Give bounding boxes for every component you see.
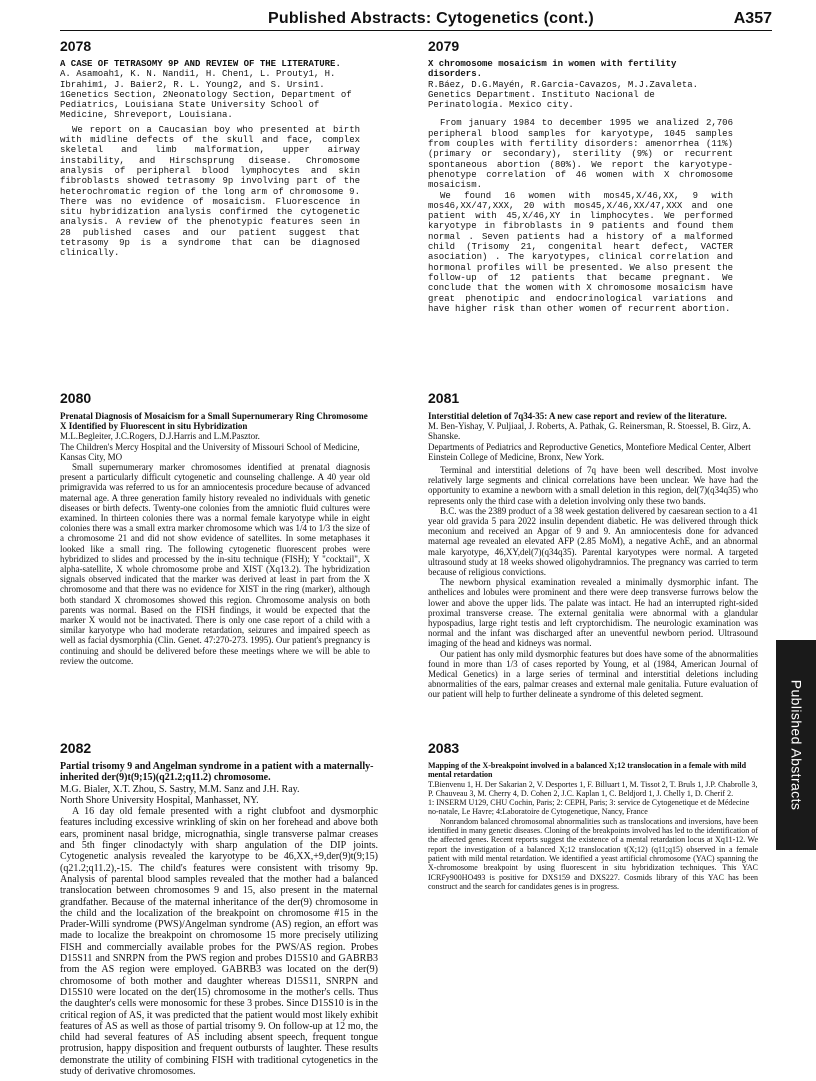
abstract-paragraph: Terminal and interstitial deletions of 7q have been well described. Most involve relatively large segments and clinical correlations have been unclear. We have had the opportunity to examine a newborn with a small deletion in this region, del(7)(q34q35) who represents only the third case with a deletion involving only these two bands. [428,465,758,506]
header-rule [60,30,772,31]
abstract-2078 [60,38,360,259]
running-header [60,10,772,30]
abstract-number: 2078 [60,38,92,54]
abstract-title: Partial trisomy 9 and Angelman syndrome in a patient with a maternally-inherited der(9)t(9;15)(q21.2;q11.2) chromosome. [60,761,374,784]
abstract-paragraph: Our patient has only mild dysmorphic features but does have some of the abnormalities found in more than 1/3 of cases reported by Young, et al (1984, American Journal of Medical Genetics) in a large series of terminal and interstitial deletions including abnormalities of the ears, palmar creases and external male genitalia. Future evaluation of our patient will help to further delineate a syndrome of this deleted segment. [428,648,758,700]
abstract-2082 [60,740,378,1077]
abstract-2081 [428,390,758,700]
abstract-paragraph: We found 16 women with mos45,X/46,XX, 9 with mos46,XX/47,XXX, 20 with mos45,X/46,XX/47,XXX and one patient with 45,X/46,XY in limphocytes. We performed karyotype in fibroblasts in 9 patients and found them normal . Seven patients had a history of a malformed child (Trisomy 21, congenital heart defect, VACTER asociation) . The karyotypes, clinical correlation and hormonal profiles will be presented. We also present the follow-up of 12 patients that became pregnant. We conclude that the women with X chromosome mosaicism have great phenotipic and endocrinological variations and have higher risk than other women of recurrent abortion. [428,190,733,314]
page-number: A357 [733,10,772,27]
abstract-paragraph: We report on a Caucasian boy who presented at birth with midline defects of the skull and face, complex skeletal and limb malformation, upper airway instability, and Hirschsprung disease. Chromosome analysis of peripheral blood lymphocytes and skin fibroblasts showed tetrasomy 9p involving part of the heterochromatic region of the long arm of chromosome 9. There was no evidence of mosaicism. Fluorescence in situ hybridization analysis confirmed the cytogenetic analysis. A review of the phenotypic features seen in 28 published cases and our patient suggest that tetrasomy 9p is a syndrome that can be diagnosed clinically. [60,124,360,259]
abstract-affiliation: 1Genetics Section, 2Neonatology Section, Department of Pediatrics, Louisiana State University School of Medicine, Shreveport, Louisiana. [60,89,352,121]
side-tab [776,640,816,850]
abstract-affiliation: North Shore University Hospital, Manhasset, NY. [60,794,259,806]
abstract-authors: M.G. Bialer, X.T. Zhou, S. Sastry, M.M. Sanz and J.H. Ray. [60,783,300,795]
abstract-paragraph: The newborn physical examination revealed a minimally dysmorphic infant. The anthelices and lobules were prominent and there were deep transverse furrows below the lower and above the upper lids. The palate was intact. He had an interrupted right-sided proximal transverse crease. The external genitalia were abnormal with a glandular hypospadius, large right testis and left cryptorchidism. The neurologic examination was normal and the infant was discharged after an uneventful newborn period. Ultrasound imaging of the head and kidneys was normal. [428,577,758,649]
running-title: Published Abstracts: Cytogenetics (cont.) [268,10,594,27]
abstract-title: X chromosome mosaicism in women with fertility disorders. [428,59,677,80]
abstract-2083 [428,740,758,891]
side-tab-label: Published Abstracts [788,679,804,811]
abstract-authors: M. Ben-Yishay, V. Puljiaal, J. Roberts, A. Pathak, G. Reinersman, R. Stoessel, B. Girz, A. Shanske. [428,421,751,442]
abstract-2079 [428,38,733,314]
abstract-number: 2081 [428,390,460,406]
abstract-paragraph: Small supernumerary marker chromosomes identified at prenatal diagnosis present a particularly difficult cytogenetic and counseling challenge. A 40 year old primigravida was referred to us for an amniocentesis procedure because of advanced maternal age. A three generation family history revealed no individuals with genetic diseases or birth defects. Twenty-one colonies from the amniotic fluid cultures were examined. In thirteen colonies there was a normal female karyotype while in eight colonies there was a small extra marker chromosome which was 1/4 to 1/3 the size of a chromosome 21 and did not show evidence of satellites. In some metaphases it looked like a small ring. The following cytogenetic fluorescent probes were hybridized to slides and processed by the in-situ technique (FISH); Y "cocktail", X alpha-satellite, X whole chromosome probe and XIST (Xq13.2). The hybridization signals observed indicated that the marker was derived at least in part from the X chromosome and that there was no evidence for XIST in the ring (marker), although both standard X chromosomes showed this region. Chromosome analysis on both parents was normal. Based on the FISH findings, it would be expected that the marker X would not be inactivated. There is only one case report of a child with a similar karyotype who had moderate retardation, seizures and impaired speech as well as facial dysmorphia (Clin. Genet. 47:270-273. 1995). Our patient's pregnancy is continuing and should be delivered before these meetings where we will be able to review the outcome. [60,462,370,666]
abstract-affiliation: Genetics Department. Instituto Nacional de Perinatología. Mexico city. [428,89,655,111]
abstract-title: Prenatal Diagnosis of Mosaicism for a Small Supernumerary Ring Chromosome X Identified by Fluorescent in situ Hybridization [60,411,368,432]
abstract-affiliation: Departments of Pediatrics and Reproductive Genetics, Montefiore Medical Center, Albert Einstein College of Medicine, Bronx, New York. [428,441,751,462]
abstract-authors: R.Báez, D.G.Mayén, R.Garcia-Cavazos, M.J.Zavaleta. [428,79,699,90]
abstract-paragraph: Nonrandom balanced chromosomal abnormalities such as translocations and inversions, have been identified in many genetic diseases. Cloning of the breakpoints involved has led to the identification of the affected genes. Recent reports suggest the existence of a mental retardation locus at Xq11-12. We report the investigation of a balanced X;12 translocation t(X;12) (q11;q15) observed in a female patient with mild mental retardation. We identified a yeast artificial chromosome (YAC) spanning the X-chromosome breakpoint by using fluorescent in situ hybridization techniques. This YAC ICRFy900HO493 is positive for DXS159 and DXS227. Cosmids library of this YAC has been construct and the search for candidates genes is in progress. [428,816,758,891]
abstract-paragraph: From january 1984 to december 1995 we analized 2,706 peripheral blood samples for karyotype, 1045 samples from couples with fertility disorders: amenorrhea (11%) (primary or secondary), sterility (9%) or recurrent spontaneous abortion (80%). We report the karyotype-phenotype correlation of 46 women with X chromosome mosaicism. [428,118,733,191]
abstract-affiliation: 1: INSERM U129, CHU Cochin, Paris; 2: CEPH, Paris; 3: service de Cytogenetique et de Médecine no-natale, Le Havre; 4:Laboratoire de Cytogenetique, Nancy, France [428,798,750,817]
abstract-authors: M.L.Begleiter, J.C.Rogers, D.J.Harris and L.M.Pasztor. [60,431,260,442]
abstract-affiliation: The Children's Mercy Hospital and the University of Missouri School of Medicine, Kansas City, MO [60,441,360,462]
abstract-authors: T.Bienvenu 1, H. Der Sakarian 2, V. Desportes 1, F. Billuart 1, M. Tissot 2, T. Bruls 1, J.P. Chabrolle 3, P. Chauveau 3, M. Cherry 4, D. Cohen 2, J.C. Kaplan 1, C. Beldjord 1, J. Chelly 1, D. Cherif 2. [428,779,758,798]
abstract-number: 2082 [60,740,92,756]
abstract-title: Mapping of the X-breakpoint involved in a balanced X;12 translocation in a female with mild mental retardation [428,761,747,780]
abstract-paragraph: A 16 day old female presented with a right clubfoot and dysmorphic features including excessive wrinkling of skin on her forehead and above both ears, prominent nasal bridge, micrognathia, single transverse palmar creases and 5th finger clinodactyly with sharp angulation of the DIP joints. Cytogenetic analysis revealed the karyotype to be 46,XX,+9,der(9)t(9;15)(q21.2;q11.2),-15. The child's features were consistent with trisomy 9p. Analysis of parental blood samples revealed that the mother had a balanced translocation between chromosomes 9 and 15, also present in the maternal grandfather. Because of the maternal inheritance of the der(9) chromosome in the child and the localization of the breakpoint on chromosome #15 in the Prader-Willi syndrome (PWS)/Angelman syndrome (AS) region, an effort was made to localize the breakpoint on chromosome 15 more precisely utilizing FISH and commercially available probes for the PWS/AS region. Probes D15S11 and SNRPN from the PWS region and probes D15S10 and GABRB3 from the AS region were employed. GABRB3 was located on the der(9) chromosome of both mother and daughter whereas D15S11, SNRPN and D15S10 were located on the der(15) chromosome in the mother's cells. Thus the daughter's cells were monosomic for these 3 probes. Since D15S10 is in the critical region of AS, it was predicted that the patient would most likely exhibit features of AS as well as those of partial trisomy 9. On follow-up at 12 mo, the child had several features of AS including absent speech, frequent tongue protrusion, happy disposition and frequent outbursts of laughter. These results demonstrate the utility of combining FISH with traditional cytogenetics in the study of derivative chromosomes. [60,806,378,1078]
abstract-authors: A. Asamoah1, K. N. Nandi1, H. Chen1, L. Prouty1, H. Ibrahim1, J. Baier2, R. L. Young2, and S. Ursin1. [60,69,336,90]
abstract-number: 2079 [428,38,460,54]
abstract-paragraph: B.C. was the 2389 product of a 38 week gestation delivered by caesarean section to a 41 year old gravida 5 para 2022 insulin dependent diabetic. He was delivered through thick meconium and received an Apgar of 9 and 9. An amniocentesis done for advanced maternal age revealed an elevated AFP (2.85 MoM), a negative AchE, and an abnormal male karyotype, 46,XY,del(7)(q34q35). Parental karyotypes were normal. A targeted ultrasound study at 18 weeks showed oligohydramnios. The pregnancy was carried to term because of religious convictions. [428,505,758,578]
abstract-number: 2083 [428,740,460,756]
abstract-2080 [60,390,370,666]
abstract-number: 2080 [60,390,92,406]
abstract-title: A CASE OF TETRASOMY 9P AND REVIEW OF THE LITERATURE. [60,59,341,69]
abstract-title: Interstitial deletion of 7q34-35: A new case report and review of the literature. [428,411,727,421]
